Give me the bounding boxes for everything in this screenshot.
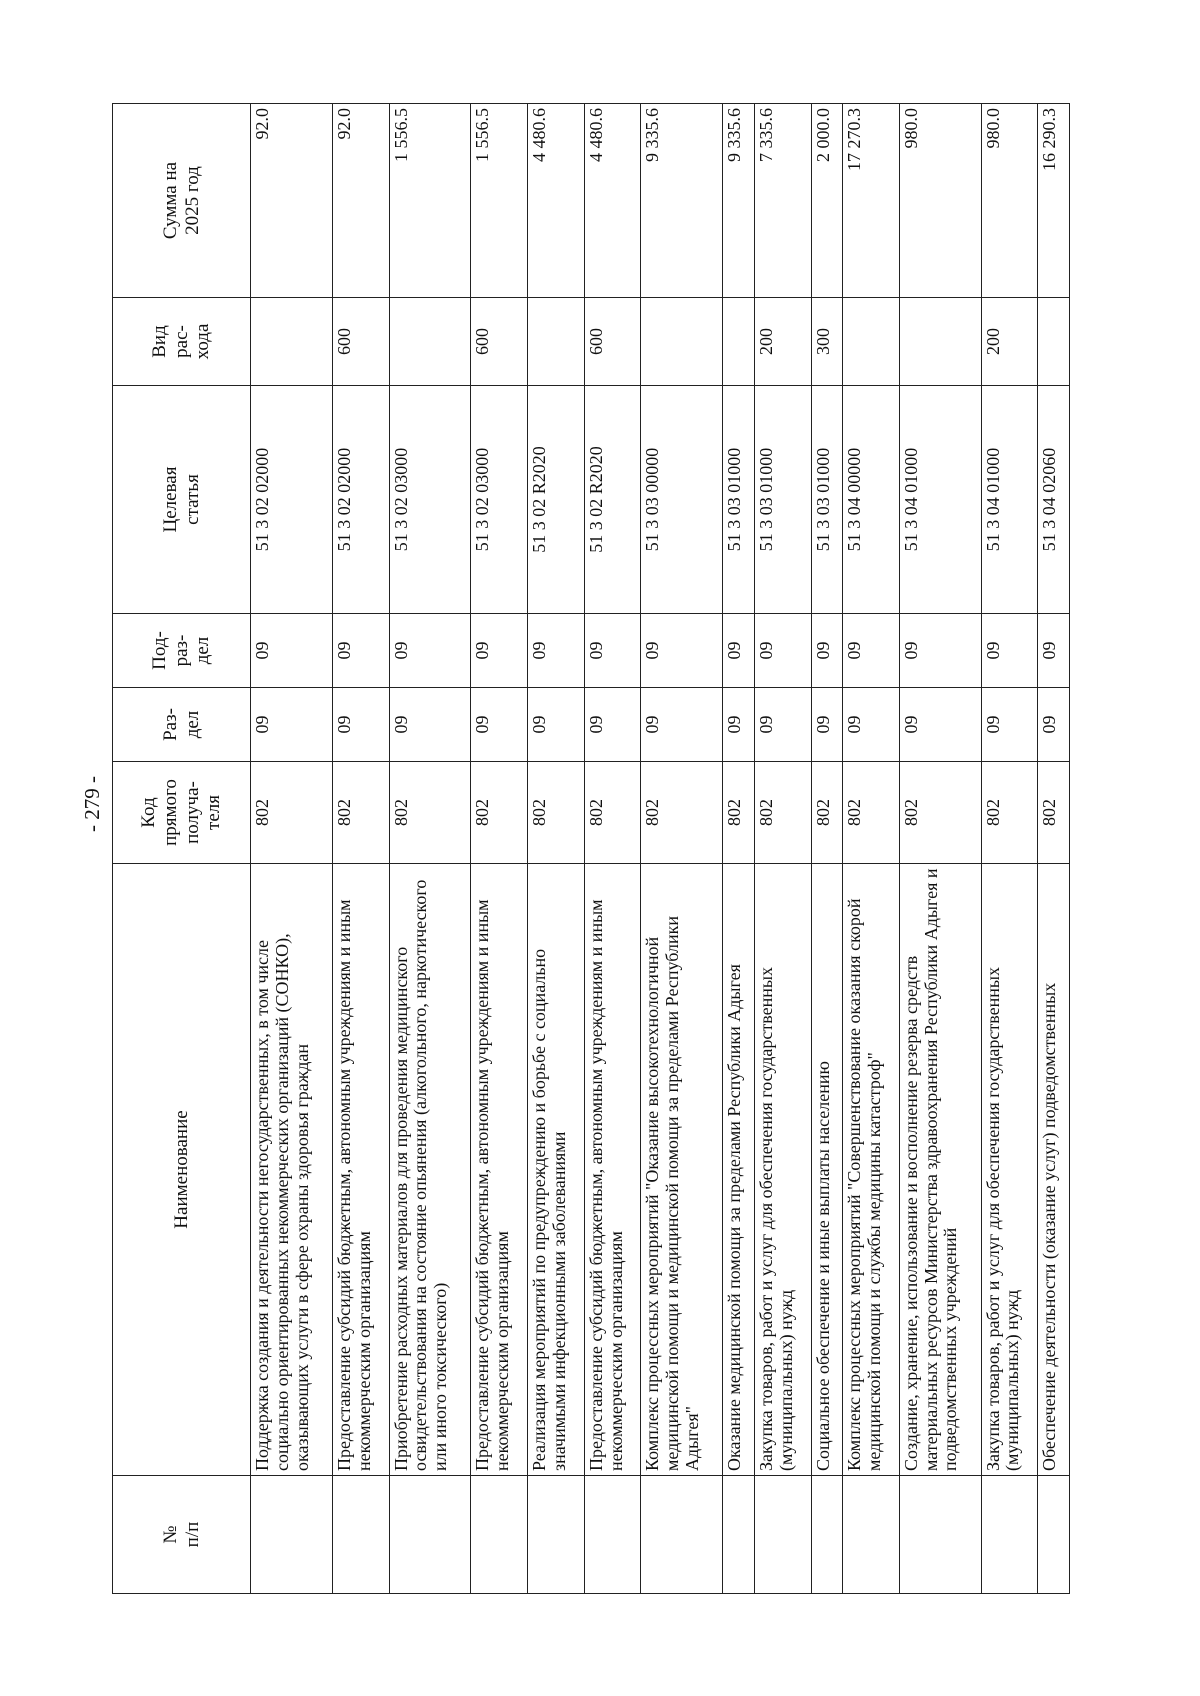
cell-num (981, 1476, 1038, 1594)
cell-num (528, 1476, 585, 1594)
cell-subsection: 09 (389, 614, 471, 688)
cell-recipient: 802 (528, 762, 585, 864)
cell-target: 51 3 02 03000 (389, 386, 471, 614)
cell-target: 51 3 03 00000 (641, 386, 723, 614)
cell-recipient: 802 (471, 762, 528, 864)
cell-target: 51 3 03 01000 (754, 386, 811, 614)
cell-subsection: 09 (811, 614, 843, 688)
cell-num (723, 1476, 755, 1594)
cell-name: Комплекс процессных мероприятий "Совершенствование оказания скорой медицинской помощи и службы медицины катастроф" (843, 864, 900, 1476)
budget-table (112, 103, 1070, 1594)
cell-target: 51 3 02 R2020 (528, 386, 585, 614)
column-header-num: № п/п (113, 1476, 251, 1594)
cell-amount: 92.0 (251, 104, 333, 298)
cell-target: 51 3 04 01000 (899, 386, 981, 614)
cell-section: 09 (899, 688, 981, 762)
cell-recipient: 802 (389, 762, 471, 864)
cell-amount: 7 335.6 (754, 104, 811, 298)
cell-num (754, 1476, 811, 1594)
cell-recipient: 802 (641, 762, 723, 864)
cell-recipient: 802 (899, 762, 981, 864)
table-row (332, 104, 389, 1594)
table-row (528, 104, 585, 1594)
cell-section: 09 (811, 688, 843, 762)
cell-subsection: 09 (1038, 614, 1070, 688)
cell-expense-type (389, 298, 471, 386)
column-header-expense-type: Вид рас- хода (113, 298, 251, 386)
cell-target: 51 3 03 01000 (811, 386, 843, 614)
cell-section: 09 (981, 688, 1038, 762)
cell-section: 09 (332, 688, 389, 762)
cell-subsection: 09 (843, 614, 900, 688)
column-header-recipient: Код прямого получа- теля (113, 762, 251, 864)
column-header-target: Целевая статья (113, 386, 251, 614)
cell-amount: 2 000.0 (811, 104, 843, 298)
cell-name: Обеспечение деятельности (оказание услуг) подведомственных (1038, 864, 1070, 1476)
cell-subsection: 09 (641, 614, 723, 688)
table-row (981, 104, 1038, 1594)
cell-amount: 1 556.5 (471, 104, 528, 298)
cell-num (1038, 1476, 1070, 1594)
cell-expense-type: 200 (754, 298, 811, 386)
column-header-name: Наименование (113, 864, 251, 1476)
cell-section: 09 (641, 688, 723, 762)
cell-recipient: 802 (981, 762, 1038, 864)
cell-section: 09 (723, 688, 755, 762)
cell-target: 51 3 04 00000 (843, 386, 900, 614)
cell-target: 51 3 02 02000 (251, 386, 333, 614)
cell-expense-type (843, 298, 900, 386)
cell-num (332, 1476, 389, 1594)
cell-target: 51 3 04 01000 (981, 386, 1038, 614)
cell-subsection: 09 (723, 614, 755, 688)
table-row (251, 104, 333, 1594)
cell-section: 09 (389, 688, 471, 762)
cell-amount: 980.0 (899, 104, 981, 298)
table-row (641, 104, 723, 1594)
cell-expense-type (528, 298, 585, 386)
table-row (754, 104, 811, 1594)
cell-amount: 92.0 (332, 104, 389, 298)
cell-recipient: 802 (843, 762, 900, 864)
cell-target: 51 3 04 02060 (1038, 386, 1070, 614)
cell-subsection: 09 (251, 614, 333, 688)
table-row (389, 104, 471, 1594)
cell-section: 09 (471, 688, 528, 762)
table-row (471, 104, 528, 1594)
cell-num (584, 1476, 641, 1594)
cell-expense-type: 300 (811, 298, 843, 386)
cell-amount: 980.0 (981, 104, 1038, 298)
cell-name: Приобретение расходных материалов для проведения медицинского освидетельствования на состояние опьянения (алкогольного, наркотического или иного токсического) (389, 864, 471, 1476)
cell-amount: 9 335.6 (641, 104, 723, 298)
cell-target: 51 3 02 02000 (332, 386, 389, 614)
cell-amount: 16 290.3 (1038, 104, 1070, 298)
cell-subsection: 09 (471, 614, 528, 688)
cell-section: 09 (584, 688, 641, 762)
cell-expense-type: 600 (584, 298, 641, 386)
cell-section: 09 (754, 688, 811, 762)
cell-expense-type (641, 298, 723, 386)
cell-section: 09 (251, 688, 333, 762)
cell-recipient: 802 (251, 762, 333, 864)
cell-recipient: 802 (584, 762, 641, 864)
cell-subsection: 09 (754, 614, 811, 688)
cell-expense-type: 600 (332, 298, 389, 386)
table-header-row (113, 104, 251, 1594)
cell-expense-type (1038, 298, 1070, 386)
cell-recipient: 802 (332, 762, 389, 864)
cell-num (471, 1476, 528, 1594)
cell-name: Реализация мероприятий по предупреждению и борьбе с социально значимыми инфекционными заболеваниями (528, 864, 585, 1476)
cell-section: 09 (1038, 688, 1070, 762)
cell-name: Оказание медицинской помощи за пределами Республики Адыгея (723, 864, 755, 1476)
cell-name: Предоставление субсидий бюджетным, автономным учреждениям и иным некоммерческим организациям (471, 864, 528, 1476)
table-row (1038, 104, 1070, 1594)
cell-target: 51 3 02 R2020 (584, 386, 641, 614)
cell-subsection: 09 (584, 614, 641, 688)
cell-subsection: 09 (981, 614, 1038, 688)
cell-name: Комплекс процессных мероприятий "Оказание высокотехнологичной медицинской помощи и медицинской помощи за пределами Республики Адыгея" (641, 864, 723, 1476)
column-header-section: Раз- дел (113, 688, 251, 762)
cell-amount: 9 335.6 (723, 104, 755, 298)
cell-name: Создание, хранение, использование и восполнение резерва средств материальных ресурсов Министерства здравоохранения Республики Адыгея и подведомственных учреждений (899, 864, 981, 1476)
cell-target: 51 3 03 01000 (723, 386, 755, 614)
table-row (899, 104, 981, 1594)
cell-name: Предоставление субсидий бюджетным, автономным учреждениям и иным некоммерческим организациям (584, 864, 641, 1476)
table-row (723, 104, 755, 1594)
cell-amount: 4 480.6 (528, 104, 585, 298)
cell-subsection: 09 (528, 614, 585, 688)
cell-expense-type: 200 (981, 298, 1038, 386)
cell-amount: 4 480.6 (584, 104, 641, 298)
cell-subsection: 09 (899, 614, 981, 688)
cell-recipient: 802 (754, 762, 811, 864)
cell-num (843, 1476, 900, 1594)
cell-amount: 1 556.5 (389, 104, 471, 298)
cell-section: 09 (843, 688, 900, 762)
cell-expense-type: 600 (471, 298, 528, 386)
table-body (251, 104, 1070, 1594)
cell-expense-type (723, 298, 755, 386)
cell-expense-type (899, 298, 981, 386)
cell-section: 09 (528, 688, 585, 762)
cell-num (641, 1476, 723, 1594)
cell-name: Поддержка создания и деятельности негосударственных, в том числе социально ориентированных некоммерческих организаций (СОНКО), оказывающих услуги в сфере охраны здоровья граждан (251, 864, 333, 1476)
cell-num (899, 1476, 981, 1594)
cell-recipient: 802 (1038, 762, 1070, 864)
cell-num (251, 1476, 333, 1594)
cell-target: 51 3 02 03000 (471, 386, 528, 614)
table-row (584, 104, 641, 1594)
cell-name: Закупка товаров, работ и услуг для обеспечения государственных (муниципальных) нужд (754, 864, 811, 1476)
cell-name: Социальное обеспечение и иные выплаты населению (811, 864, 843, 1476)
table-row (811, 104, 843, 1594)
page-number: - 279 - (80, 776, 104, 832)
cell-num (811, 1476, 843, 1594)
rotated-table-container (112, 104, 1070, 1594)
table-row (843, 104, 900, 1594)
cell-recipient: 802 (723, 762, 755, 864)
cell-name: Закупка товаров, работ и услуг для обеспечения государственных (муниципальных) нужд (981, 864, 1038, 1476)
cell-amount: 17 270.3 (843, 104, 900, 298)
cell-num (389, 1476, 471, 1594)
cell-subsection: 09 (332, 614, 389, 688)
cell-name: Предоставление субсидий бюджетным, автономным учреждениям и иным некоммерческим организациям (332, 864, 389, 1476)
column-header-amount: Сумма на 2025 год (113, 104, 251, 298)
cell-expense-type (251, 298, 333, 386)
cell-recipient: 802 (811, 762, 843, 864)
column-header-subsection: Под- раз- дел (113, 614, 251, 688)
